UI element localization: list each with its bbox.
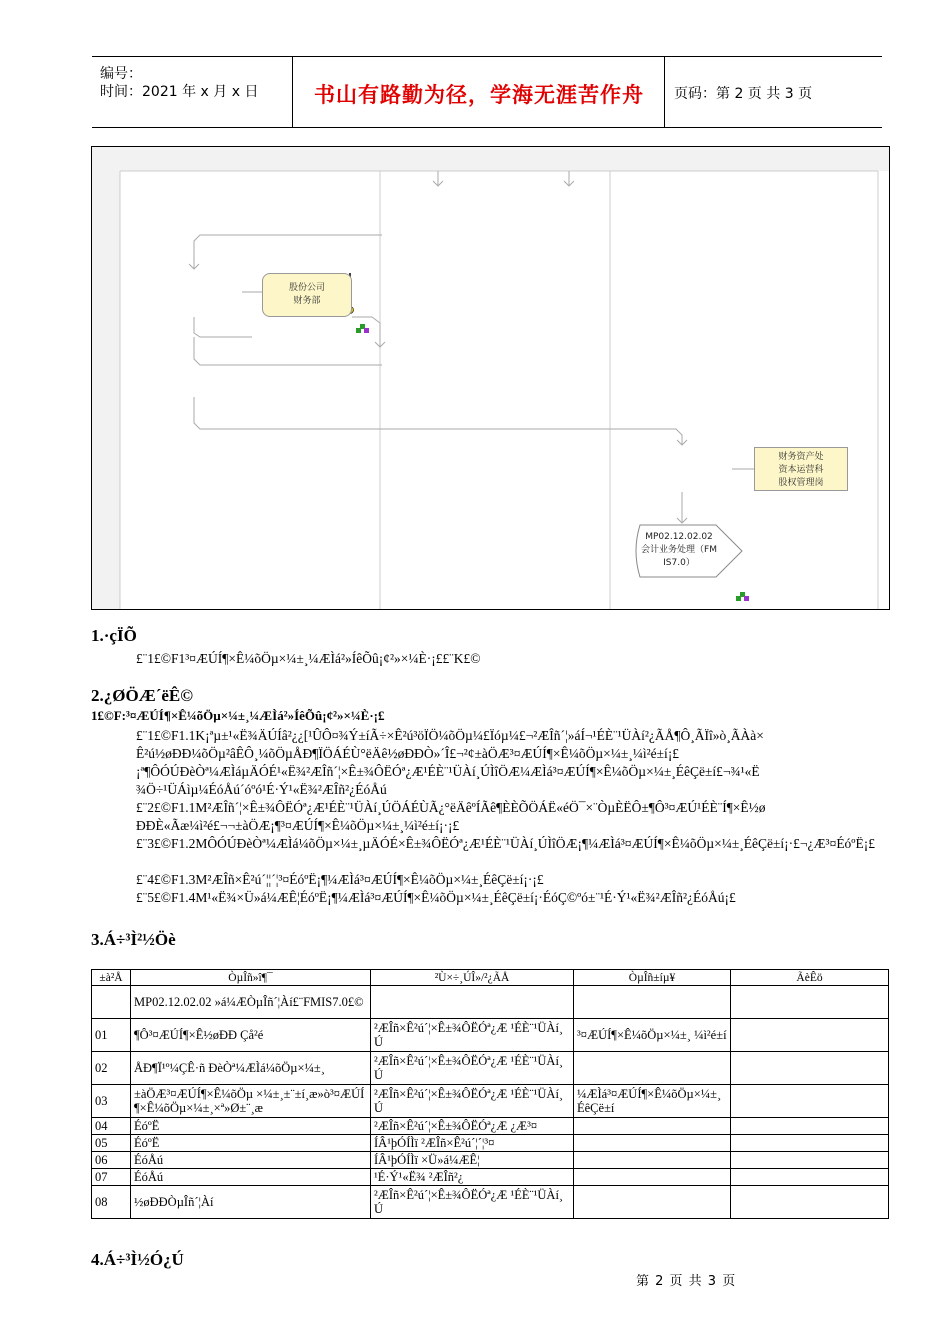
cell-activity: ±àÖÆ³¤ÆÚÍ¶×Ê¼õÖµ ×¼±¸±¨±í¸æ»ò³¤ÆÚÍ¶×Ê¼õÖµ×¼±¸×ª»Ø±¨¸æ <box>131 1085 371 1118</box>
section2-line: ¾Ö÷¹ÜÁìµ¼ÉóÅú´óºó¹É·Ý¹«Ë¾²ÆÎñ²¿ÉóÅú <box>136 782 387 797</box>
cell-num: 07 <box>92 1169 131 1186</box>
section2-line: Ê²ú½øÐÐ¼õÖµ²âÊÔ¸¼õÖµÅÐ¶ÏÖÁÉÙ°ëÄê½øÐÐÒ»´Î£¬²¢±àÖÆ³¤ÆÚÍ¶×Ê¼õÖµ×¼±¸¼ì²é±í¡£ <box>136 746 680 761</box>
section2-line: £¨5£©F1.4M¹«Ë¾×Ü»á¼ÆÊ¦ÉóºË¡¶¼ÆÌá³¤ÆÚÍ¶×Ê¼õÖµ×¼±¸ÉêÇë±í¡·ÉóÇ©ºó±¨¹É·Ý¹«Ë¾²ÆÎñ²¿ÉóÅú¡£ <box>136 890 736 905</box>
col-header: ²Ù×÷¸ÚÎ»/²¿ÃÅ <box>371 970 574 986</box>
cell-form: ³¤ÆÚÍ¶×Ê¼õÖµ×¼±¸ ¼ì²é±í <box>574 1019 731 1052</box>
header-meta-cell <box>92 57 293 127</box>
table-row <box>92 1052 889 1085</box>
flowchart-lines <box>92 147 889 609</box>
table-row <box>92 1186 889 1219</box>
section2-line: ÐÐÈ«Ãæ¼ì²é£¬¬±àÖÆ¡¶³¤ÆÚÍ¶×Ê¼õÖµ×¼±¸¼ì²é±í¡·¡£ <box>136 818 460 833</box>
post-node-line1: 财务资产处 <box>778 452 824 462</box>
post-node-line2: 资本运营科 <box>778 465 824 475</box>
cell-desc <box>731 1085 889 1118</box>
section2-line: ¡ª¶ÔÓÚÐèÒª¼ÆÌáµÄÓÉ¹«Ë¾²ÆÎñ´¦×Ê±¾ÔËÓª¿Æ¹ÉÈ¨¹ÜÀí¸ÚÌîÖÆ¼ÆÌá³¤ÆÚÍ¶×Ê¼õÖµ×¼±¸ÉêÇë±í£¬¾¹«Ë <box>136 764 760 779</box>
flowchart <box>91 146 890 610</box>
steps-table <box>91 969 889 1219</box>
cell-desc <box>731 1169 889 1186</box>
cell-form <box>574 1152 731 1169</box>
col-header: ÃèÊö <box>731 970 889 986</box>
cell-post: ²ÆÎñ×Ê²ú´¦×Ê±¾ÔËÓª¿Æ ¹ÉÈ¨¹ÜÀí¸Ú <box>371 1186 574 1219</box>
post-node-line3: 股权管理岗 <box>778 478 824 488</box>
cell-post <box>371 986 574 1019</box>
motto-text: 书山有路勤为径，学海无涯苦作舟 <box>314 83 644 107</box>
cell-num <box>92 986 131 1019</box>
section1-title: 1.·çÏÕ <box>91 626 137 645</box>
cell-num: 08 <box>92 1186 131 1219</box>
cell-activity: ÉóÅú <box>131 1152 371 1169</box>
table-row <box>92 986 889 1019</box>
cell-form <box>574 986 731 1019</box>
col-header: ÒµÎñ»î¶¯ <box>131 970 371 986</box>
cell-post: ²ÆÎñ×Ê²ú´¦×Ê±¾ÔËÓª¿Æ ¹ÉÈ¨¹ÜÀí¸Ú <box>371 1019 574 1052</box>
cell-activity: ÉóºË <box>131 1135 371 1152</box>
process-node <box>632 525 726 577</box>
section2-line: £¨1£©F1.1K¡ªµ±¹«Ë¾ÄÚÍâ²¿¿[¹ÛÔ¤¾Ý±íÃ÷×Ê²ú³öÏÖ¼õÖµ¼£Ïóµ¼£¬²ÆÎñ´¦»áÍ¬¹ÉÈ¨¹ÜÀí²¿ÃÅ¶Ô¸ÃÏî»ò¸ÃÀà× <box>136 728 764 743</box>
lane-header-band <box>92 147 889 171</box>
cell-post: ÍÂ¹þÓÍÌï ×Ü»á¼ÆÊ¦ <box>371 1152 574 1169</box>
cell-activity: ¶Ô³¤ÆÚÍ¶×Ê½øÐÐ Çå²é <box>131 1019 371 1052</box>
proc-node-line1: MP02.12.02.02 <box>645 532 713 542</box>
dept-node-line1: 股份公司 <box>288 283 325 293</box>
cell-activity: ÉóºË <box>131 1118 371 1135</box>
col-header: ÒµÎñ±íµ¥ <box>574 970 731 986</box>
cell-desc <box>731 1152 889 1169</box>
section2-line: £¨2£©F1.1M²ÆÎñ´¦×Ê±¾ÔËÓª¿Æ¹ÉÈ¨¹ÜÀí¸ÚÖÁÉÙÃ¿°ëÄêºÍÃê¶ÈÈÕÖÁË«éÖ¯×¨ÒµÈËÔ±¶Ô³¤ÆÚ¹ÉÈ¨Í¶×Ê½ø <box>136 800 766 815</box>
section2-line: £¨3£©F1.2MÔÓÚÐèÒª¼ÆÌá¼õÖµ×¼±¸µÄÓÉ×Ê±¾ÔËÓª¿Æ¹ÉÈ¨¹ÜÀí¸ÚÌîÖÆ¡¶¼ÆÌá³¤ÆÚÍ¶×Ê¼õÖµ×¼±¸ÉêÇë±í¡·£¬¿Æ³¤ÉóºË¡£ <box>136 836 875 851</box>
time-label: 时间：2021 年 x 月 x 日 <box>100 84 259 100</box>
lane-left-band <box>92 147 120 609</box>
cell-form: ¼ÆÌá³¤ÆÚÍ¶×Ê¼õÖµ×¼±¸ÉêÇë±í <box>574 1085 731 1118</box>
cell-post: ÍÂ¹þÓÍÌï ²ÆÎñ×Ê²ú´¦´¦³¤ <box>371 1135 574 1152</box>
post-node <box>754 447 848 491</box>
cell-activity: ½øÐÐÒµÎñ´¦Àí <box>131 1186 371 1219</box>
table-row <box>92 1169 889 1186</box>
cell-form <box>574 1169 731 1186</box>
col-header: ±à²Å <box>92 970 131 986</box>
header-page-cell <box>664 57 882 127</box>
section4-title: 4.Á÷³Ì½Ó¿Ú <box>91 1250 184 1269</box>
table-row <box>92 1085 889 1118</box>
cell-desc <box>731 1135 889 1152</box>
cell-post: ¹É·Ý¹«Ë¾ ²ÆÎñ²¿ <box>371 1169 574 1186</box>
cell-num: 01 <box>92 1019 131 1052</box>
section3-title: 3.Á÷³Ì²½Öè <box>91 930 176 949</box>
cell-form <box>574 1186 731 1219</box>
cell-num: 06 <box>92 1152 131 1169</box>
table-row <box>92 1152 889 1169</box>
table-row <box>92 1019 889 1052</box>
cell-desc <box>731 1118 889 1135</box>
proc-node-line2: 会计业务处理（FM <box>641 545 717 555</box>
cell-form <box>574 1118 731 1135</box>
page-header <box>92 56 882 128</box>
page-footer: 第 2 页 共 3 页 <box>636 1274 737 1289</box>
cell-post: ²ÆÎñ×Ê²ú´¦×Ê±¾ÔËÓª¿Æ ¹ÉÈ¨¹ÜÀí¸Ú <box>371 1085 574 1118</box>
cell-activity: MP02.12.02.02 »á¼ÆÒµÎñ´¦Àí£¨FMIS7.0£© <box>131 986 371 1019</box>
table-row <box>92 1135 889 1152</box>
dept-node <box>262 273 352 317</box>
number-label: 编号： <box>100 66 142 82</box>
cell-post: ²ÆÎñ×Ê²ú´¦×Ê±¾ÔËÓª¿Æ ¹ÉÈ¨¹ÜÀí¸Ú <box>371 1052 574 1085</box>
cell-desc <box>731 1052 889 1085</box>
cell-activity: ÉóÅú <box>131 1169 371 1186</box>
section2-subtitle: 1£©F:³¤ÆÚÍ¶×Ê¼õÖµ×¼±¸¼ÆÌá²»ÍêÕû¡¢²»×¼È·¡£ <box>91 708 385 723</box>
section1-line: £¨1£©F1³¤ÆÚÍ¶×Ê¼õÖµ×¼±¸¼ÆÌá²»ÍêÕû¡¢²»×¼È·¡££¨K£© <box>136 651 481 666</box>
cell-form <box>574 1052 731 1085</box>
cell-num: 03 <box>92 1085 131 1118</box>
table-header-row <box>92 970 889 986</box>
page-label: 页码：第 2 页 共 3 页 <box>674 86 813 102</box>
header-motto-cell <box>292 57 665 127</box>
cell-form <box>574 1135 731 1152</box>
section2-line: £¨4£©F1.3M²ÆÎñ×Ê²ú´¦¦´¦³¤ÉóºË¡¶¼ÆÌá³¤ÆÚÍ¶×Ê¼õÖµ×¼±¸ÉêÇë±í¡·¡£ <box>136 872 544 887</box>
table-row <box>92 1118 889 1135</box>
cell-activity: ÅÐ¶Ï¹º¼ÇÊ·ñ ÐèÒª¼ÆÌá¼õÖµ×¼±¸ <box>131 1052 371 1085</box>
proc-node-line3: IS7.0） <box>663 558 695 568</box>
cell-desc <box>731 1186 889 1219</box>
cell-num: 02 <box>92 1052 131 1085</box>
cell-num: 04 <box>92 1118 131 1135</box>
cell-num: 05 <box>92 1135 131 1152</box>
cell-desc <box>731 1019 889 1052</box>
cell-post: ²ÆÎñ×Ê²ú´¦×Ê±¾ÔËÓª¿Æ ¿Æ³¤ <box>371 1118 574 1135</box>
dept-node-line2: 财务部 <box>293 296 321 306</box>
section2-title: 2.¿ØÖÆ´ëÊ© <box>91 686 193 705</box>
cell-desc <box>731 986 889 1019</box>
